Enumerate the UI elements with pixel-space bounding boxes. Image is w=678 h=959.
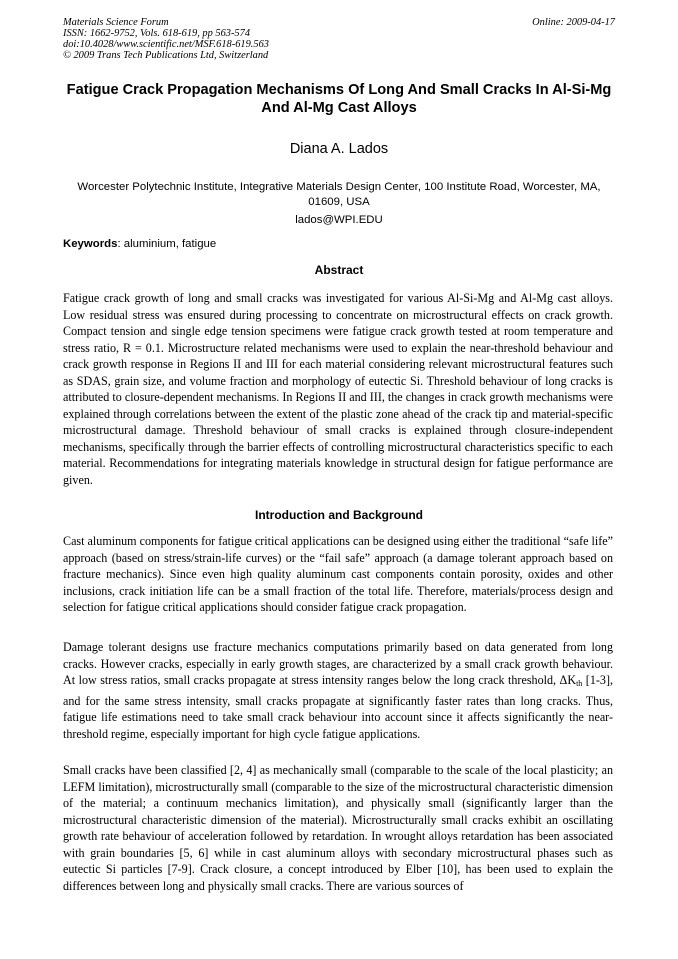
intro-paragraph-3: Small cracks have been classified [2, 4] as mechanically small (comparable to the scale of the local plasticity; an LEFM limitation), microstructurally small (comparable to the size of the microstructural characteristic dimension of the material; a continuum mechanics limitation), and physically small (significantly larger than the microstructural characteristic dimension of the material). Microstructurally small cracks exhibit an oscillating growth rate behaviour of acceleration followed by retardation. In wrought alloys retardation has been associated with grain boundaries [5, 6] while in cast aluminum alloys with secondary microstructural phases such as eutectic Si particles [7-9]. Crack closure, a concept introduced by Elber [10], has been used to explain the differences between long and physically small cracks. There are various sources of [63,763,613,893]
intro-paragraph-1: Cast aluminum components for fatigue critical applications can be designed using either the traditional “safe life” approach (based on stress/strain-life curves) or the “fail safe” approach (a damage tolerant approach based on fracture mechanics). Since even high quality aluminum cast components contain porosity, oxides and other inclusions, crack initiation life can be a small fraction of the total life. Therefore, materials/process design and selection for fatigue critical applications should consider fatigue crack propagation. [63,534,613,614]
intro-paragraph-2-end: [1-3], and for the same stress intensity, small cracks propagate at significantly faster rates than long cracks. Thus, fatigue life estimations need to take small crack behaviour into account since it affects significantly the near-threshold regime, especially important for high cycle fatigue applications. [63,673,613,741]
intro-paragraph-2 [63,639,613,742]
affiliation: Worcester Polytechnic Institute, Integrative Materials Design Center, 100 Institute Road, Worcester, MA, 01609, USA [77,181,601,208]
author-email: lados@WPI.EDU [295,214,383,226]
online-date: Online: 2009-04-17 [532,17,615,28]
paper-title: Fatigue Crack Propagation Mechanisms Of Long And Small Cracks In Al-Si-Mg And Al-Mg Cast Alloys [66,82,612,116]
doi-line: doi:10.4028/www.scientific.net/MSF.618-619.563 [63,39,269,50]
copyright-line: © 2009 Trans Tech Publications Ltd, Switzerland [63,50,269,61]
intro-paragraph-2-start: Damage tolerant designs use fracture mechanics computations primarily based on data generated from long cracks. However cracks, especially in early growth stages, are characterized by a small crack growth behaviour. At low stress ratios, small cracks propagate at stress intensity ranges below the long crack threshold, ΔK [63,640,613,687]
threshold-subscript: th [576,679,583,688]
keywords-text: : aluminium, fatigue [117,238,217,250]
journal-name: Materials Science Forum [63,17,169,28]
journal-info [63,17,269,61]
abstract-heading: Abstract [314,263,364,277]
author-name: Diana A. Lados [289,141,389,157]
abstract-text: Fatigue crack growth of long and small cracks was investigated for various Al-Si-Mg and Al-Mg cast alloys. Low residual stress was ensured during processing to concentrate on microstructural effects on crack growth. Compact tension and single edge tension specimens were fatigue crack growth tested at room temperature and stress ratio, R = 0.1. Microstructure related mechanisms were used to explain the near-threshold behaviour and crack growth response in Regions II and III for each material considering relevant microstructural features such as SDAS, grain size, and volume fraction and morphology of eutectic Si. Threshold behaviour of long cracks is attributed to closure-dependent mechanisms. In Regions II and III, the changes in crack growth mechanisms were explained through correlations between the extent of the plastic zone ahead of the crack tip and material-specific microstructural damage. Threshold behaviour of small cracks is explained through closure-independent mechanisms, specifically through the barrier effects of controlling microstructural characteristics specific to each material. Recommendations for integrating materials knowledge in structural design for fatigue performance are given. [63,291,613,487]
intro-heading: Introduction and Background [255,508,423,522]
keywords [63,237,216,251]
issn-line: ISSN: 1662-9752, Vols. 618-619, pp 563-574 [63,28,251,39]
keywords-label: Keywords [63,238,118,250]
